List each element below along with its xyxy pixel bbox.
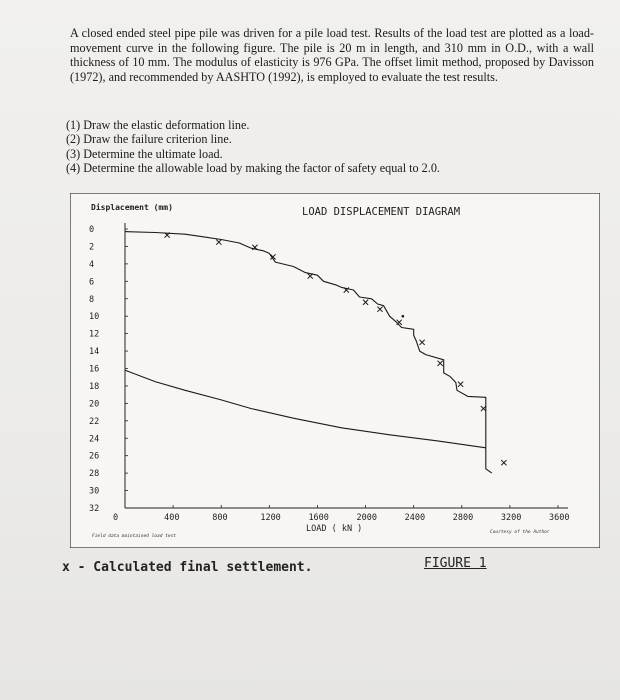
x-tick-label: 400 <box>164 513 180 523</box>
x-tick-label: 2000 <box>356 513 378 523</box>
y-tick-label: 10 <box>89 312 100 323</box>
y-tick-label: 28 <box>89 469 100 480</box>
figure-1 <box>70 193 600 548</box>
x-tick-label: 1600 <box>308 513 329 523</box>
footnote-right: Courtesy of the Author <box>490 530 550 535</box>
problem-intro: A closed ended steel pipe pile was driven for a pile load test. Results of the load test are plotted as a load-movement curve in the following figure. The pile is 20 m in length, and 310 mm in O.D., with a wall thickness of 10 mm. The modulus of elasticity is 976 GPa. The offset limit method, proposed by Davisson (1972), and recommended by AASHTO (1992), is employed to evaluate the test results. <box>70 26 594 84</box>
y-tick-label: 0 <box>89 225 95 235</box>
footnote-left: Field data maintained load test <box>92 534 176 539</box>
task-item: (2) Draw the failure criterion line. <box>66 132 232 147</box>
y-tick-label: 18 <box>89 381 100 392</box>
y-tick-label: 32 <box>89 504 100 514</box>
x-tick-label: 800 <box>212 513 228 523</box>
x-tick-label: 3200 <box>500 513 522 523</box>
y-tick-label: 14 <box>89 347 100 358</box>
y-tick-label: 6 <box>89 277 95 288</box>
x-axis-label: LOAD ( kN ) <box>306 524 363 534</box>
y-tick-label: 8 <box>89 294 95 305</box>
task-item: (3) Determine the ultimate load. <box>66 146 223 161</box>
load-displacement-chart <box>70 193 600 548</box>
y-tick-label: 26 <box>89 451 100 462</box>
x-tick-label: 2800 <box>452 513 474 523</box>
x-tick-label: 0 <box>113 513 119 523</box>
y-tick-label: 4 <box>89 259 95 270</box>
task-item: (4) Determine the allowable load by making the factor of safety equal to 2.0. <box>66 161 440 176</box>
y-axis-label: Displacement (mm) <box>91 203 173 212</box>
figure-label: FIGURE 1 <box>424 556 487 571</box>
figure-frame <box>70 193 600 548</box>
y-tick-label: 2 <box>89 242 95 253</box>
y-tick-label: 24 <box>89 434 100 445</box>
x-tick-label: 1200 <box>260 513 281 523</box>
y-tick-label: 30 <box>89 486 100 497</box>
task-list <box>66 118 546 176</box>
task-item: (1) Draw the elastic deformation line. <box>66 118 250 132</box>
x-tick-label: 3600 <box>549 513 570 523</box>
figure-caption: x - Calculated final settlement. <box>62 560 313 575</box>
y-tick-label: 22 <box>89 416 100 427</box>
y-tick-label: 16 <box>89 364 100 375</box>
y-tick-label: 20 <box>89 399 100 410</box>
y-tick-label: 12 <box>89 329 100 340</box>
chart-title: LOAD DISPLACEMENT DIAGRAM <box>302 206 461 218</box>
x-tick-label: 2400 <box>404 513 426 523</box>
data-dot <box>402 315 405 318</box>
